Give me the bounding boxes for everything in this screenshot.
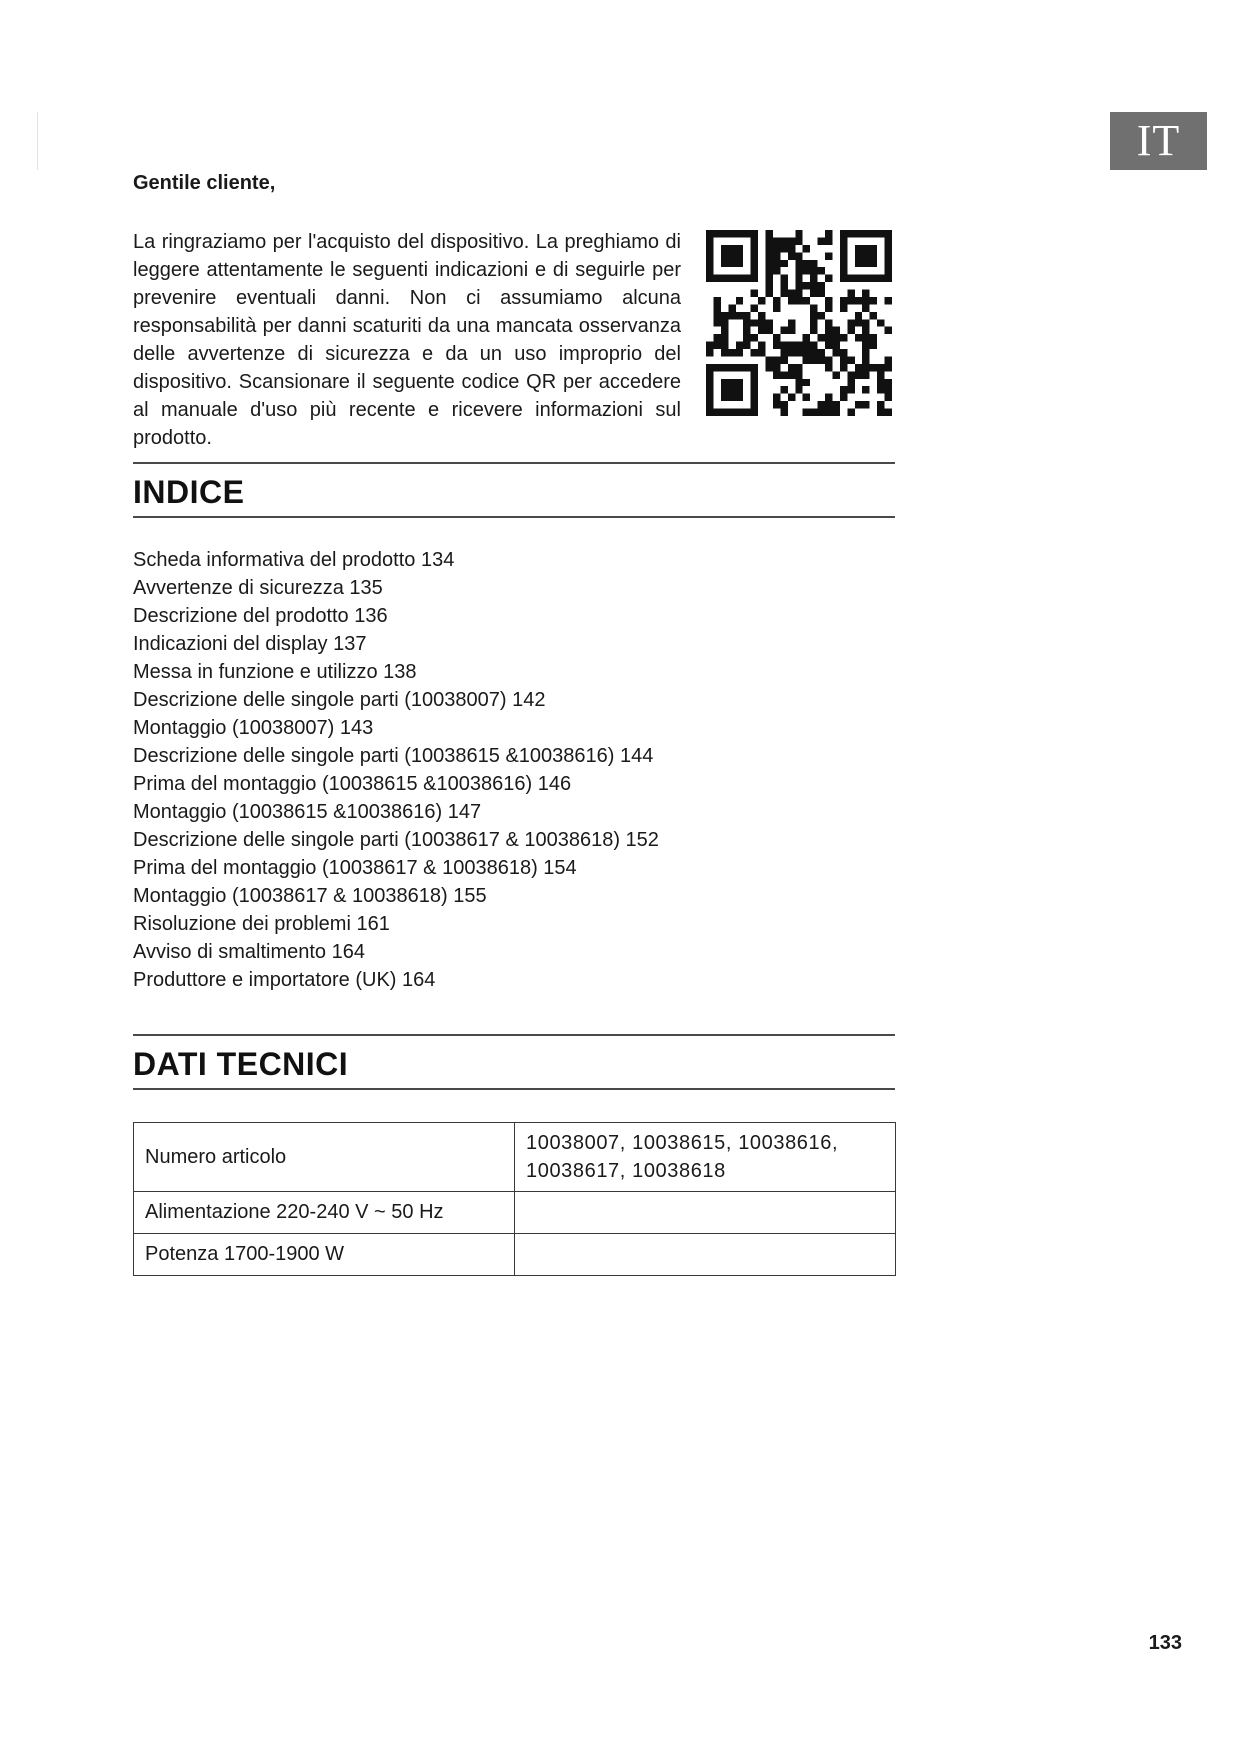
- toc-item: Messa in funzione e utilizzo 138: [133, 661, 417, 683]
- toc-item: Montaggio (10038617 & 10038618) 155: [133, 885, 487, 907]
- index-title: INDICE: [133, 474, 245, 510]
- salutation: Gentile cliente,: [133, 172, 276, 194]
- margin-line: [37, 112, 38, 170]
- page-number: 133: [1148, 1632, 1182, 1654]
- toc-item: Montaggio (10038615 &10038616) 147: [133, 801, 482, 823]
- toc-item: Descrizione del prodotto 136: [133, 605, 388, 627]
- toc-item: Montaggio (10038007) 143: [133, 717, 374, 739]
- toc-item: Scheda informativa del prodotto 134: [133, 549, 455, 571]
- toc-item: Prima del montaggio (10038617 & 10038618) 154: [133, 857, 577, 879]
- table-of-contents: [133, 546, 659, 994]
- index-rule-top: [133, 462, 895, 464]
- toc-item: Produttore e importatore (UK) 164: [133, 969, 436, 991]
- specs-rule-top: [133, 1034, 895, 1036]
- spec-label: Potenza 1700-1900 W: [134, 1234, 515, 1276]
- spec-label: Numero articolo: [134, 1123, 515, 1192]
- toc-item: Avvertenze di sicurezza 135: [133, 577, 383, 599]
- toc-item: Descrizione delle singole parti (10038617 & 10038618) 152: [133, 829, 659, 851]
- specs-table: [133, 1122, 896, 1276]
- toc-item: Risoluzione dei problemi 161: [133, 913, 390, 935]
- specs-title: DATI TECNICI: [133, 1046, 349, 1082]
- table-row: [134, 1234, 896, 1276]
- language-tab: IT: [1110, 112, 1207, 170]
- spec-value: [515, 1192, 896, 1234]
- toc-item: Prima del montaggio (10038615 &10038616) 146: [133, 773, 572, 795]
- spec-value: [515, 1234, 896, 1276]
- toc-item: Descrizione delle singole parti (10038007) 142: [133, 689, 546, 711]
- specs-rule-bottom: [133, 1088, 895, 1090]
- qr-code-icon: [706, 230, 892, 416]
- intro-paragraph: La ringraziamo per l'acquisto del dispositivo. La preghiamo di leggere attentamente le seguenti indicazioni e di seguirle per prevenire eventuali danni. Non ci assumiamo alcuna responsabilità per danni scaturiti da una mancata osservanza delle avvertenze di sicurezza e da un uso improprio del dispositivo. Scansionare il seguente codice QR per accedere al manuale d'uso più recente e ricevere informazioni sul prodotto.: [133, 231, 681, 449]
- table-row: [134, 1192, 896, 1234]
- toc-item: Avviso di smaltimento 164: [133, 941, 365, 963]
- spec-value: 10038007, 10038615, 10038616, 10038617, 10038618: [515, 1123, 896, 1192]
- spec-label: Alimentazione 220-240 V ~ 50 Hz: [134, 1192, 515, 1234]
- table-row: [134, 1123, 896, 1192]
- index-rule-bottom: [133, 516, 895, 518]
- toc-item: Descrizione delle singole parti (10038615 &10038616) 144: [133, 745, 654, 767]
- toc-item: Indicazioni del display 137: [133, 633, 367, 655]
